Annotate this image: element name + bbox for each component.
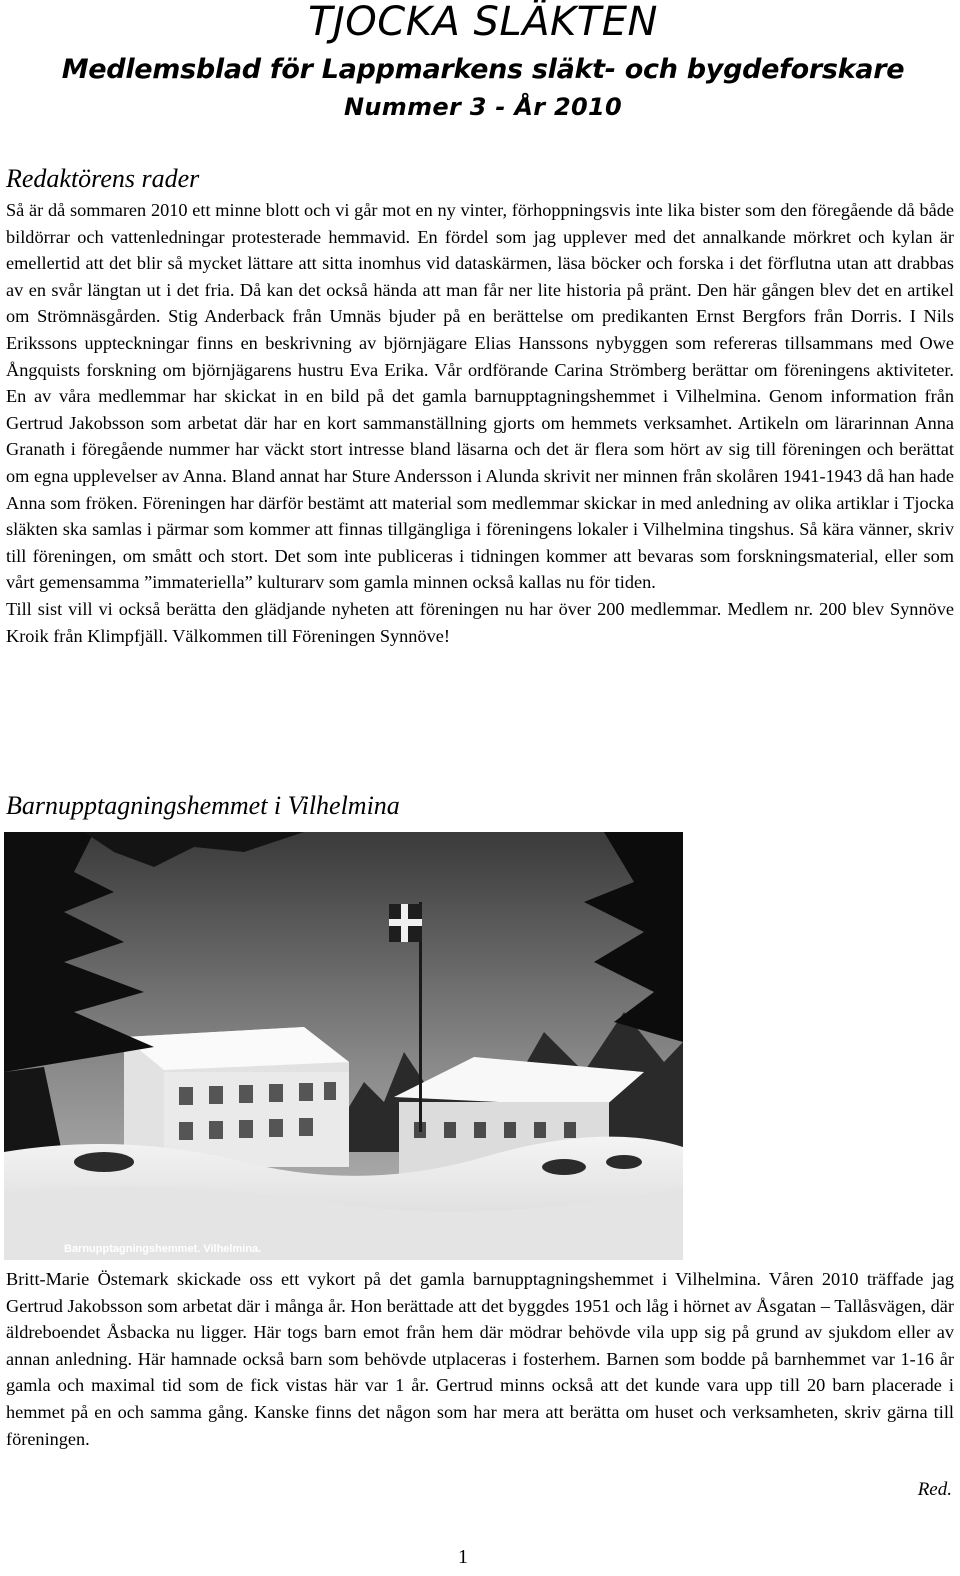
postcard-photo	[4, 832, 683, 1260]
editorial-heading: Redaktörens rader	[6, 164, 200, 193]
page-number: 1	[458, 1546, 468, 1568]
editorial-paragraph: Till sist vill vi också berätta den glädjande nyheten att föreningen nu har över 200 medlemmar. Medlem nr. 200 blev Synnöve Kroik från Klimpfjäll. Välkommen till Föreningen Synnöve!	[6, 598, 954, 646]
article-body	[6, 1266, 954, 1452]
editor-signature: Red.	[917, 1479, 952, 1500]
photo-caption: Barnupptagningshemmet. Vilhelmina.	[64, 1243, 262, 1255]
editorial-paragraph: Så är då sommaren 2010 ett minne blott och vi går mot en ny vinter, förhoppningsvis inte lika bister som den föregående då både bildörrar och vattenledningar protesterade hemmavid. En fördel som jag upplever med det annalkande mörkret och kylan är emellertid att det blir så mycket lättare att sitta inomhus vid dataskärmen, läsa böcker och forska i det förflutna utan att drabbas av en svår längtan ut i det fria. Då kan det också hända att man får ner lite historia på pränt. Den här gången blev det en artikel om Strömnäsgården. Stig Anderback från Umnäs bjuder på en berättelse om predikanten Ernst Bergfors från Dorris. I Nils Erikssons uppteckningar finns en beskrivning av björnjägare Elias Hanssons nybyggen som refereras tillsammans med Owe Ångquists forskning om björnjägarens hustru Eva Erika. Vår ordförande Carina Strömberg berättar om föreningens aktiviteter. En av våra medlemmar har skickat in en bild på det gamla barnupptagningshemmet i Vilhelmina. Genom information från Gertrud Jakobsson som arbetat där har en kort sammanställning gjorts om hemmets verksamhet. Artikeln om lärarinnan Anna Granath i föregående nummer har väckt stort intresse bland läsarna och det är flera som hört av sig till föreningen och berättat om egna upplevelser av Anna. Bland annat har Sture Andersson i Alunda skrivit ner minnen från skolåren 1941-1943 då han hade Anna som fröken. Föreningen har därför bestämt att material som medlemmar skickar in med anledning av olika artiklar i Tjocka släkten ska samlas i pärmar som kommer att finnas tillgängliga i föreningens lokaler i Vilhelmina tingshus. Så kära vänner, skriv till föreningen, om smått och stort. Det som inte publiceras i tidningen kommer att bevaras som forskningsmaterial, eller som vårt gemensamma ”immateriella” kulturarv som gamla minnen också kallas nu för tiden.	[6, 200, 954, 593]
issue-number: Nummer 3 - År 2010	[344, 93, 622, 121]
newsletter-title: TJOCKA SLÄKTEN	[308, 0, 658, 45]
article-heading: Barnupptagningshemmet i Vilhelmina	[6, 791, 400, 820]
editorial-body	[6, 197, 954, 649]
article-paragraph: Britt-Marie Östemark skickade oss ett vykort på det gamla barnupptagningshemmet i Vilhelmina. Våren 2010 träffade jag Gertrud Jakobsson som arbetat där i många år. Hon berättade att det byggdes 1951 och låg i hörnet av Åsgatan – Tallåsvägen, där äldreboendet Åsbacka nu ligger. Här togs barn emot från hem där mödrar behövde vila upp sig på grund av sjukdom eller av annan anledning. Här hamnade också barn som behövde utplaceras i fosterhem. Barnen som bodde på barnhemmet var 1-16 år gamla och maximal tid som de fick vistas här var 1 år. Gertrud minns också att det kunde vara upp till 20 barn placerade i hemmet på en och samma gång. Kanske finns det någon som har mera att berätta om huset och verksamheten, skriv gärna till föreningen.	[6, 1269, 954, 1449]
newsletter-subtitle: Medlemsblad för Lappmarkens släkt- och bygdeforskare	[61, 54, 905, 85]
